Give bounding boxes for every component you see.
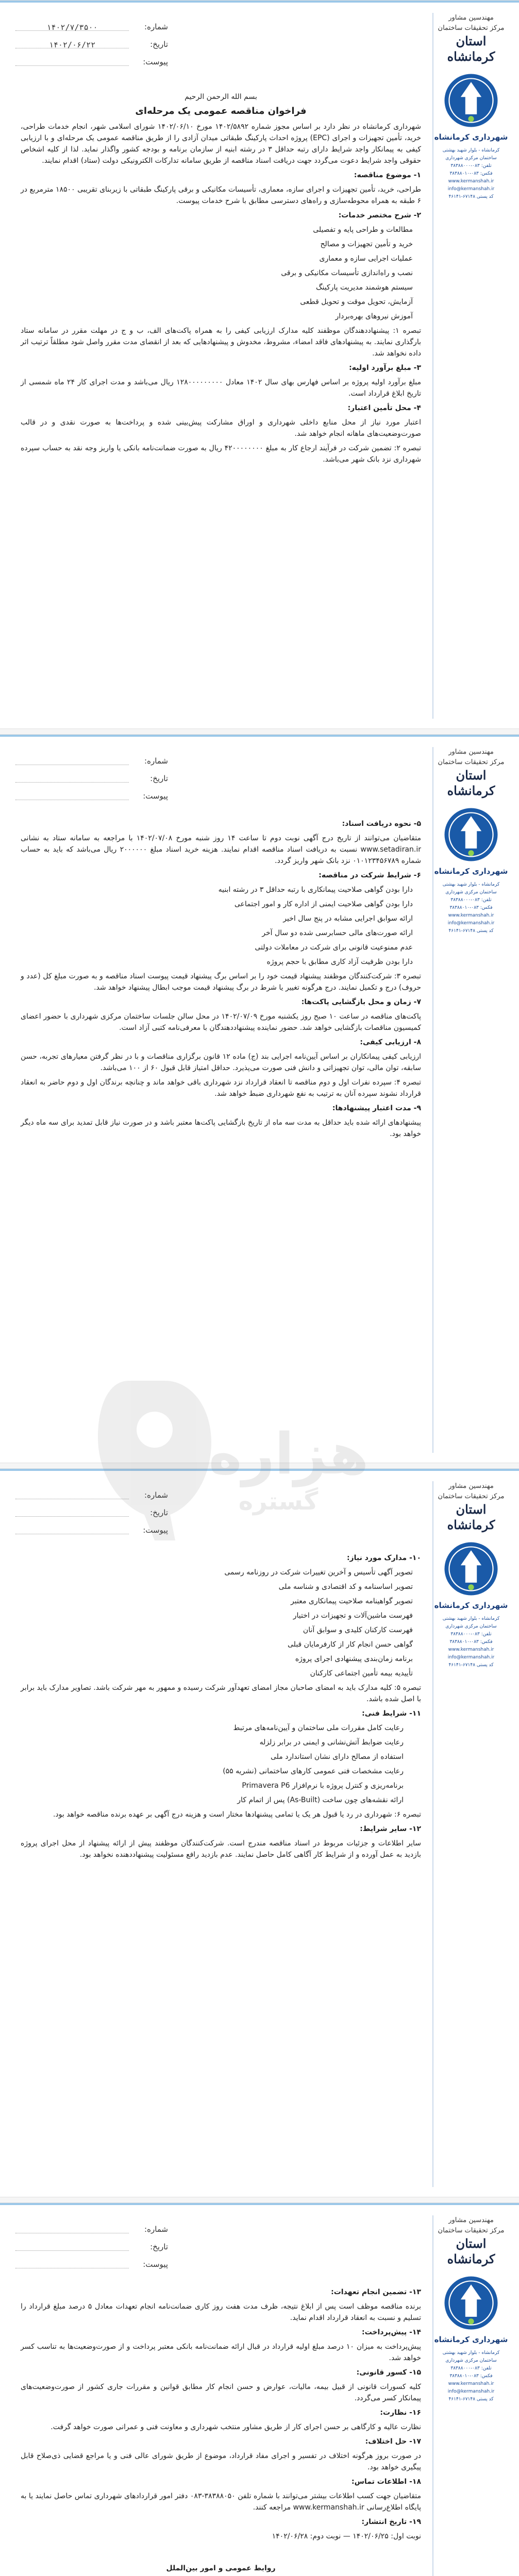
paragraph: کلیه کسورات قانونی از قبیل بیمه، مالیات، عوارض و حسن انجام کار مطابق قوانین و مقررات جاری کشور از صورت‌وضعیت‌های پیمانکار کسر می‌گردد.	[21, 2383, 421, 2402]
contact-line: فکس: ۰۸۳-۳۸۳۸۸۰۱۰	[449, 905, 493, 910]
letterhead-line1: مهندسین مشاور	[448, 2216, 494, 2224]
note-paragraph: تبصره ۱: پیشنهاددهندگان موظفند کلیه مدارک ارزیابی کیفی را به همراه پاکت‌های الف، ب و ج در مهلت مقرر در سامانه ستاد بارگذاری نمایند. به پیشنهادهای فاقد امضاء، مشروط، مخدوش و پیشنهادهایی که بعد از انقضای مدت مقرر واصل شود مطلقاً ترتیب اثر داده نخواهد شد.	[21, 327, 421, 358]
email-link[interactable]: info@kermanshah.ir	[447, 1655, 495, 1660]
list-item: نصب و راه‌اندازی تأسیسات مکانیکی و برقی	[281, 269, 413, 277]
paragraph: پیشنهادهای ارائه شده باید حداقل به مدت سه ماه از تاریخ بازگشایی پاکت‌ها معتبر باشد و در صورت نیاز قابل تمدید برای سه ماه دیگر خواهد بود.	[21, 1118, 421, 1138]
document-page-1	[0, 0, 519, 729]
letterhead-title	[432, 2215, 510, 2267]
letterhead-big: استان کرمانشاه	[447, 2236, 495, 2266]
paragraph: پاکت‌های مناقصه در ساعت ۱۰ صبح روز یکشنبه مورخ ۱۴۰۲/۰۷/۰۹ در محل سالن جلسات ساختمان مرکزی شهرداری با حضور اعضای کمیسیون مناقصات بازگشایی خواهد شد. حضور نماینده پیشنهاددهندگان با معرفی‌نامه کتبی آزاد است.	[21, 1012, 421, 1032]
contact-info	[432, 2349, 510, 2403]
section-heading: ۳- مبلغ برآورد اولیه:	[349, 364, 421, 372]
note-paragraph: تبصره ۶: شهرداری در رد یا قبول هر یک یا تمامی پیشنهادها مختار است و هزینه درج آگهی بر عهده برنده مناقصه خواهد بود.	[53, 1810, 421, 1819]
list-item: مطالعات و طراحی پایه و تفصیلی	[313, 226, 413, 234]
section-heading: ۶- شرایط شرکت در مناقصه:	[319, 871, 421, 879]
municipality-logo-icon	[442, 72, 500, 129]
list-item: خرید و تأمین تجهیزات و مصالح	[320, 240, 413, 248]
contact-line: کرمانشاه - بلوار شهید بهشتی	[442, 1616, 500, 1621]
contact-info	[432, 1615, 510, 1669]
bismillah: بسم الله الرحمن الرحیم	[185, 93, 257, 101]
top-accent-line	[0, 735, 519, 737]
number-field	[15, 752, 180, 770]
note-paragraph: تبصره ۲: تضمین شرکت در فرآیند ارجاع کار به مبلغ ۴۲۰۰۰۰۰۰۰۰ ریال به صورت ضمانت‌نامه بانکی یا واریز وجه نقد به حساب سپرده شهرداری نزد بانک شهر می‌باشد.	[21, 444, 421, 464]
paragraph: برنده مناقصه موظف است پس از ابلاغ نتیجه، ظرف مدت هفت روز کاری ضمانت‌نامه انجام تعهدات معادل ۵ درصد مبلغ قرارداد را تسلیم و نسبت به انعقاد قرارداد اقدام نماید.	[21, 2302, 421, 2322]
list-item: آزمایش، تحویل موقت و تحویل قطعی	[300, 298, 413, 306]
sub-list-item: برنامه‌ریزی و کنترل پروژه با نرم‌افزار Primavera P6	[242, 1782, 404, 1790]
date-field	[15, 1504, 180, 1521]
letterhead-divider	[432, 747, 433, 1453]
header-fields	[15, 752, 180, 805]
top-accent-line	[0, 1469, 519, 1471]
paragraph: شهرداری کرمانشاه در نظر دارد بر اساس مجوز شماره ۱۴۰۲/۵۸۹۲ مورخ ۱۴۰۲/۰۶/۱۰ شورای اسلامی شهر، انجام خدمات طراحی، خرید، تأمین تجهیزات و اجرای (EPC) پروژه احداث پارکینگ طبقاتی میدان آزادی را از طریق مناقصه عمومی یک مرحله‌ای و با ارزیابی کیفی به پیمانکار واجد شرایط دارای رتبه حداقل ۳ در رشته ابنیه از سازمان برنامه و بودجه کشور واگذار نماید. لذا از کلیه اشخاص حقوقی واجد شرایط دعوت می‌گردد جهت دریافت اسناد مناقصه از طریق سامانه تدارکات الکترونیکی دولت (ستاد) اقدام نمایند.	[21, 123, 422, 165]
header-fields	[15, 1486, 180, 1539]
section-heading: ۱۳- تضمین انجام تعهدات:	[331, 2288, 421, 2296]
letterhead-line1: مهندسین مشاور	[448, 1482, 494, 1490]
date-label: تاریخ:	[150, 774, 168, 783]
number-label: شماره:	[144, 2225, 168, 2234]
contact-line: فکس: ۰۸۳-۳۸۳۸۸۰۱۰	[449, 2374, 493, 2379]
sub-list-item: رعایت مشخصات فنی عمومی کارهای ساختمانی (نشریه ۵۵)	[223, 1767, 404, 1775]
section-heading: ۱۰- مدارک مورد نیاز:	[346, 1554, 421, 1562]
paragraph: مبلغ برآورد اولیه پروژه بر اساس فهارس بهای سال ۱۴۰۲ معادل ۱۲۸۰۰۰۰۰۰۰۰۰ ریال می‌باشد و مدت اجرای کار ۲۴ ماه شمسی از تاریخ ابلاغ قرارداد است.	[21, 378, 421, 398]
letterhead	[432, 2215, 510, 2576]
attach-field	[15, 53, 180, 71]
number-blank	[15, 1491, 129, 1499]
section-heading: ۱۹- تاریخ انتشار:	[361, 2518, 421, 2526]
website-link[interactable]: www.kermanshah.ir	[448, 179, 494, 184]
number-field	[15, 18, 180, 36]
list-item: تصویر آگهی تأسیس و آخرین تغییرات شرکت در روزنامه رسمی	[224, 1568, 413, 1577]
number-field	[15, 2221, 180, 2238]
section-heading: ۱۲- سایر شرایط:	[360, 1825, 421, 1833]
top-accent-line	[0, 2203, 519, 2205]
municipality-logo-icon	[442, 2274, 500, 2332]
page1-body	[21, 91, 421, 468]
header-fields	[15, 18, 180, 71]
attach-label: پیوست:	[143, 57, 168, 66]
list-item: تصویر گواهینامه صلاحیت پیمانکاری معتبر	[291, 1597, 413, 1605]
attach-blank	[15, 1526, 129, 1534]
contact-info	[432, 147, 510, 201]
paragraph: اعتبار مورد نیاز از محل منابع داخلی شهرداری و اوراق مشارکت پیش‌بینی شده و پرداخت‌ها به صورت نقدی و در قالب صورت‌وضعیت‌های ماهانه انجام خواهد شد.	[21, 418, 421, 438]
section-heading: ۱۶- نظارت:	[380, 2409, 421, 2417]
section-heading: ۱۴- پیش‌پرداخت:	[362, 2328, 421, 2336]
letterhead-line2: مرکز تحقیقات ساختمان	[438, 758, 505, 766]
number-blank	[15, 757, 129, 765]
page3-body	[21, 1552, 421, 1863]
list-item: دارا بودن گواهی صلاحیت ایمنی از اداره کار و امور اجتماعی	[234, 900, 413, 908]
email-link[interactable]: info@kermanshah.ir	[447, 921, 495, 926]
letterhead-line2: مرکز تحقیقات ساختمان	[438, 1493, 505, 1500]
letterhead-line1: مهندسین مشاور	[448, 14, 494, 22]
letterhead-big: استان کرمانشاه	[447, 1502, 495, 1532]
section-heading: ۱۵- کسور قانونی:	[356, 2368, 421, 2377]
attach-field	[15, 2256, 180, 2273]
municipality-logo-icon	[442, 1540, 500, 1598]
paragraph: سایر اطلاعات و جزئیات مربوط در اسناد مناقصه مندرج است. شرکت‌کنندگان موظفند پیش از ارائه پیشنهاد از محل اجرای پروژه بازدید به عمل آورده و از شرایط کار آگاهی کامل حاصل نمایند. عدم بازدید رافع مسئولیت پیشنهاددهنده نخواهد بود.	[21, 1839, 421, 1859]
date-blank	[15, 774, 129, 783]
list-item: ارائه سوابق اجرایی مشابه در پنج سال اخیر	[283, 914, 413, 923]
attach-blank	[15, 792, 129, 800]
paragraph: نظارت عالیه و کارگاهی بر حسن اجرای کار از طریق مشاور منتخب شهرداری و معاونت فنی و عمرانی صورت خواهد گرفت.	[51, 2423, 421, 2431]
section-heading: ۱۸- اطلاعات تماس:	[351, 2478, 421, 2486]
letterhead	[432, 1481, 510, 2187]
list-item: فهرست کارکنان کلیدی و سوابق آنان	[303, 1626, 413, 1634]
contact-line: ساختمان مرکزی شهرداری	[445, 2358, 497, 2363]
list-item: دارا بودن ظرفیت آزاد کاری مطابق با حجم پروژه	[266, 958, 413, 966]
date-label: تاریخ:	[150, 2242, 168, 2251]
letterhead-divider	[432, 13, 433, 719]
letterhead-line2: مرکز تحقیقات ساختمان	[438, 24, 505, 32]
paragraph: متقاضیان می‌توانند از تاریخ درج آگهی نوبت دوم تا ساعت ۱۴ روز شنبه مورخ ۱۴۰۲/۰۷/۰۸ با مراجعه به سامانه ستاد به نشانی www.setadiran.ir نسبت به دریافت اسناد مناقصه اقدام نمایند. هزینه خرید اسناد مبلغ ۲۰۰۰۰۰۰ ریال می‌باشد که باید به حساب شماره ۰۱۰۱۲۳۴۵۶۷۸۹ نزد بانک شهر واریز گردد.	[21, 834, 421, 865]
contact-line: تلفن: ۰۸۳-۳۸۳۸۸۰۰۰	[450, 897, 492, 903]
date-field	[15, 2238, 180, 2256]
contact-line: کد پستی ۶۷۱۴۸-۴۶۱۴۱	[448, 194, 494, 199]
letterhead-line2: مرکز تحقیقات ساختمان	[438, 2227, 505, 2234]
contact-line: کد پستی ۶۷۱۴۸-۴۶۱۴۱	[448, 928, 494, 934]
contact-line: کرمانشاه - بلوار شهید بهشتی	[442, 148, 500, 153]
section-heading: ۸- ارزیابی کیفی:	[360, 1038, 421, 1046]
signature-title: روابط عمومی و امور بین‌الملل	[166, 2564, 276, 2572]
date-blank	[15, 2243, 129, 2251]
sub-list-item: رعایت ضوابط آتش‌نشانی و ایمنی در برابر زلزله	[259, 1738, 404, 1747]
page2-body	[21, 818, 421, 1143]
letterhead-big: استان کرمانشاه	[447, 768, 495, 798]
list-item: فهرست ماشین‌آلات و تجهیزات در اختیار	[293, 1612, 413, 1620]
number-blank	[15, 2225, 129, 2233]
date-label: تاریخ:	[150, 1508, 168, 1517]
org-name: شهرداری کرمانشاه	[434, 1601, 508, 1610]
date-blank	[15, 1509, 129, 1517]
attach-value	[15, 58, 129, 66]
section-heading: ۲- شرح مختصر خدمات:	[338, 211, 421, 219]
municipality-logo-icon	[442, 806, 500, 863]
date-field	[15, 770, 180, 787]
document-page-4	[0, 2202, 519, 2576]
section-heading: ۱۱- شرایط فنی:	[362, 1709, 421, 1718]
email-link[interactable]: info@kermanshah.ir	[447, 187, 495, 192]
letterhead-title	[432, 13, 510, 64]
section-heading: ۱- موضوع مناقصه:	[354, 171, 421, 179]
list-item: تصویر اساسنامه و کد اقتصادی و شناسه ملی	[278, 1583, 413, 1591]
letterhead-title	[432, 1481, 510, 1533]
letterhead-title	[432, 747, 510, 799]
contact-line: کد پستی ۶۷۱۴۸-۴۶۱۴۱	[448, 2397, 494, 2402]
section-heading: ۹- مدت اعتبار پیشنهادها:	[332, 1104, 421, 1112]
website-link[interactable]: www.kermanshah.ir	[448, 913, 494, 918]
number-label: شماره:	[144, 756, 168, 766]
attach-blank	[15, 2260, 129, 2268]
contact-info	[432, 881, 510, 935]
contact-line: فکس: ۰۸۳-۳۸۳۸۸۰۱۰	[449, 1639, 493, 1645]
sub-list-item: استفاده از مصالح دارای نشان استاندارد ملی	[270, 1753, 404, 1761]
number-value: ۱۴۰۲/۷/۳۵۰۰	[15, 23, 129, 31]
org-name: شهرداری کرمانشاه	[434, 867, 508, 876]
list-item: آموزش نیروهای بهره‌بردار	[335, 312, 413, 320]
attach-field	[15, 787, 180, 805]
date-field	[15, 36, 180, 53]
letterhead	[432, 13, 510, 719]
website-link[interactable]: www.kermanshah.ir	[448, 1647, 494, 1652]
number-label: شماره:	[144, 22, 168, 31]
list-item: تأییدیه بیمه تأمین اجتماعی کارکنان	[310, 1669, 413, 1677]
document-page-3	[0, 1468, 519, 2197]
document-page-2	[0, 734, 519, 1463]
attach-label: پیوست:	[143, 791, 168, 801]
section-heading: ۵- نحوه دریافت اسناد:	[342, 820, 421, 828]
letterhead	[432, 747, 510, 1453]
document-title: فراخوان مناقصه عمومی یک مرحله‌ای	[135, 106, 307, 116]
contact-line: کد پستی ۶۷۱۴۸-۴۶۱۴۱	[448, 1663, 494, 1668]
contact-line: ساختمان مرکزی شهرداری	[445, 1624, 497, 1629]
number-field	[15, 1486, 180, 1504]
sub-list-item: ارائه نقشه‌های چون ساخت (As-Built) پس از اتمام کار	[237, 1796, 404, 1804]
list-item: برنامه زمان‌بندی پیشنهادی اجرای پروژه	[295, 1655, 413, 1663]
letterhead-divider	[432, 2215, 433, 2576]
paragraph: طراحی، خرید، تأمین تجهیزات و اجرای سازه، معماری، تأسیسات مکانیکی و برقی پارکینگ طبقاتی با زیربنای تقریبی ۱۸۵۰۰ مترمربع در ۶ طبقه به همراه محوطه‌سازی و راه‌های دسترسی مطابق با شرح خدمات پیوست.	[21, 185, 421, 205]
date-value: ۱۴۰۲/۰۶/۲۲	[15, 40, 129, 48]
email-link[interactable]: info@kermanshah.ir	[447, 2389, 495, 2394]
note-paragraph: تبصره ۴: سپرده نفرات اول و دوم مناقصه تا انعقاد قرارداد نزد شهرداری باقی خواهد ماند و چنانچه برندگان اول و دوم حاضر به انعقاد قرارداد نشوند سپرده آنان به ترتیب به نفع شهرداری ضبط خواهد شد.	[21, 1078, 421, 1098]
section-heading: ۷- زمان و محل بازگشایی پاکت‌ها:	[301, 998, 421, 1006]
contact-line: ساختمان مرکزی شهرداری	[445, 156, 497, 161]
contact-line: تلفن: ۰۸۳-۳۸۳۸۸۰۰۰	[450, 2366, 492, 2371]
paragraph: ارزیابی کیفی پیمانکاران بر اساس آیین‌نامه اجرایی بند (ج) ماده ۱۲ قانون برگزاری مناقصات و با در نظر گرفتن معیارهای تجربه، حسن سابقه، توان مالی، توان تجهیزاتی و دانش فنی صورت می‌پذیرد. حداقل امتیاز قابل قبول ۶۰ از ۱۰۰ می‌باشد.	[21, 1053, 421, 1072]
contact-line: کرمانشاه - بلوار شهید بهشتی	[442, 882, 500, 887]
paragraph: نوبت اول: ۱۴۰۲/۰۶/۲۵ — نوبت دوم: ۱۴۰۲/۰۶/۲۸	[272, 2532, 421, 2540]
list-item: سیستم هوشمند مدیریت پارکینگ	[315, 283, 413, 292]
org-name: شهرداری کرمانشاه	[434, 132, 508, 142]
sub-list-item: رعایت کامل مقررات ملی ساختمان و آیین‌نامه‌های مرتبط	[233, 1724, 404, 1732]
page4-body	[21, 2286, 421, 2576]
letterhead-line1: مهندسین مشاور	[448, 748, 494, 756]
list-item: ارائه صورت‌های مالی حسابرسی شده دو سال آخر	[262, 929, 413, 937]
contact-line: کرمانشاه - بلوار شهید بهشتی	[442, 2350, 500, 2355]
note-paragraph: تبصره ۳: شرکت‌کنندگان موظفند پیشنهاد قیمت خود را بر اساس برگ پیشنهاد قیمت پیوست اسناد مناقصه و به صورت مبلغ کل (عدد و حروف) درج و تکمیل نمایند. درج هرگونه تغییر یا شرط در برگ پیشنهاد قیمت موجب ابطال پیشنهاد خواهد شد.	[21, 972, 421, 992]
letterhead-divider	[432, 1481, 433, 2187]
note-paragraph: تبصره ۵: کلیه مدارک باید به امضای صاحبان مجاز امضای تعهدآور شرکت رسیده و ممهور به مهر شرکت باشد. تصاویر مدارک باید برابر با اصل شده باشد.	[21, 1684, 421, 1703]
paragraph: پیش‌پرداخت به میزان ۱۰ درصد مبلغ اولیه قرارداد در قبال ارائه ضمانت‌نامه بانکی معتبر پرداخت و از صورت‌وضعیت‌ها به تناسب کسر خواهد شد.	[21, 2343, 421, 2362]
section-heading: ۱۷- حل اختلاف:	[365, 2437, 421, 2446]
attach-label: پیوست:	[143, 2260, 168, 2269]
contact-line: تلفن: ۰۸۳-۳۸۳۸۸۰۰۰	[450, 163, 492, 168]
top-accent-line	[0, 1, 519, 3]
contact-line: ساختمان مرکزی شهرداری	[445, 890, 497, 895]
website-link[interactable]: www.kermanshah.ir	[448, 2381, 494, 2386]
date-label: تاریخ:	[150, 40, 168, 49]
attach-field	[15, 1521, 180, 1539]
list-item: گواهی حسن انجام کار از کارفرمایان قبلی	[288, 1640, 413, 1649]
list-item: عدم ممنوعیت قانونی برای شرکت در معاملات دولتی	[255, 943, 413, 952]
letterhead-big: استان کرمانشاه	[447, 33, 495, 64]
section-heading: ۴- محل تأمین اعتبار:	[347, 404, 421, 412]
list-item: عملیات اجرایی سازه و معماری	[319, 255, 413, 263]
paragraph: در صورت بروز هرگونه اختلاف در تفسیر و اجرای مفاد قرارداد، موضوع از طریق شورای عالی فنی و یا مراجع قضایی ذی‌صلاح قابل پیگیری خواهد بود.	[21, 2452, 421, 2471]
contact-line: فکس: ۰۸۳-۳۸۳۸۸۰۱۰	[449, 171, 493, 176]
paragraph: متقاضیان جهت کسب اطلاعات بیشتر می‌توانند با شماره تلفن ۳۸۳۸۸۰۵۰-۰۸۳ دفتر امور قراردادهای شهرداری تماس حاصل نمایند یا به پایگاه اطلاع‌رسانی www.kermanshah.ir مراجعه کنند.	[21, 2492, 422, 2512]
contact-line: تلفن: ۰۸۳-۳۸۳۸۸۰۰۰	[450, 1632, 492, 1637]
header-fields	[15, 2221, 180, 2273]
list-item: دارا بودن گواهی صلاحیت پیمانکاری با رتبه حداقل ۳ در رشته ابنیه	[218, 886, 413, 894]
attach-label: پیوست:	[143, 1526, 168, 1535]
number-label: شماره:	[144, 1490, 168, 1500]
org-name: شهرداری کرمانشاه	[434, 2335, 508, 2344]
